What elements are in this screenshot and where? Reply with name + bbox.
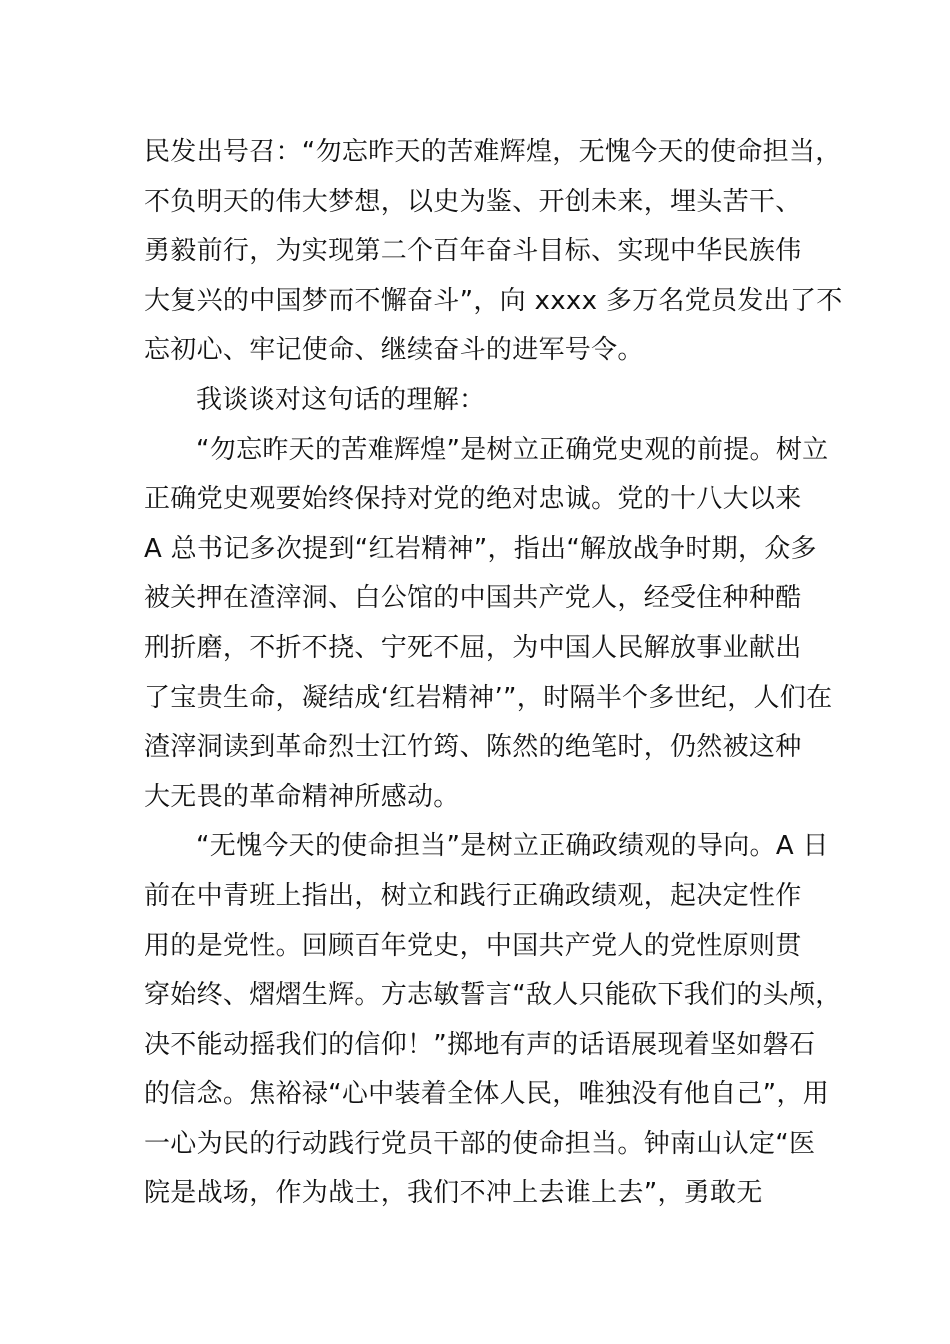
text-line-8: 正确党史观要始终保持对党的绝对忠诚。党的十八大以来 xyxy=(144,484,802,515)
text-line-4: 大复兴的中国梦而不懈奋斗”，向 xxxx 多万名党员发出了不 xyxy=(144,285,843,316)
text-line-15: “无愧今天的使命担当”是树立正确政绩观的导向。A 日 xyxy=(196,831,829,862)
text-line-9: A 总书记多次提到“红岩精神”，指出“解放战争时期，众多 xyxy=(144,533,817,564)
text-line-13: 渣滓洞读到革命烈士江竹筠、陈然的绝笔时，仍然被这种 xyxy=(144,732,802,763)
text-line-12: 了宝贵生命，凝结成‘红岩精神’”，时隔半个多世纪，人们在 xyxy=(144,682,833,713)
text-line-21: 一心为民的行动践行党员干部的使命担当。钟南山认定“医 xyxy=(144,1128,816,1159)
text-line-11: 刑折磨，不折不挠、宁死不屈，为中国人民解放事业献出 xyxy=(144,632,802,663)
text-line-20: 的信念。焦裕禄“心中装着全体人民，唯独没有他自己”，用 xyxy=(144,1079,830,1110)
text-line-1: 民发出号召：“勿忘昨天的苦难辉煌，无愧今天的使命担当， xyxy=(144,137,842,167)
text-line-19: 决不能动摇我们的信仰！”掷地有声的话语展现着坚如磐石 xyxy=(144,1029,816,1060)
text-line-22: 院是战场，作为战士，我们不冲上去谁上去”，勇敢无 xyxy=(144,1178,763,1209)
text-line-2: 不负明天的伟大梦想，以史为鉴、开创未来，埋头苦干、 xyxy=(144,186,802,217)
text-line-10: 被关押在渣滓洞、白公馆的中国共产党人，经受住种种酷 xyxy=(144,583,802,614)
document-body xyxy=(144,128,843,1219)
text-line-18: 穿始终、熠熠生辉。方志敏誓言“敌人只能砍下我们的头颅， xyxy=(144,980,842,1011)
text-line-5: 忘初心、牢记使命、继续奋斗的进军号令。 xyxy=(144,335,644,366)
text-line-3: 勇毅前行，为实现第二个百年奋斗目标、实现中华民族伟 xyxy=(144,236,802,267)
text-line-16: 前在中青班上指出，树立和践行正确政绩观，起决定性作 xyxy=(144,880,802,911)
text-line-17: 用的是党性。回顾百年党史，中国共产党人的党性原则贯 xyxy=(144,930,802,961)
text-line-6: 我谈谈对这句话的理解： xyxy=(196,384,486,415)
text-line-7: “勿忘昨天的苦难辉煌”是树立正确党史观的前提。树立 xyxy=(196,434,829,465)
text-line-14: 大无畏的革命精神所感动。 xyxy=(144,781,460,812)
